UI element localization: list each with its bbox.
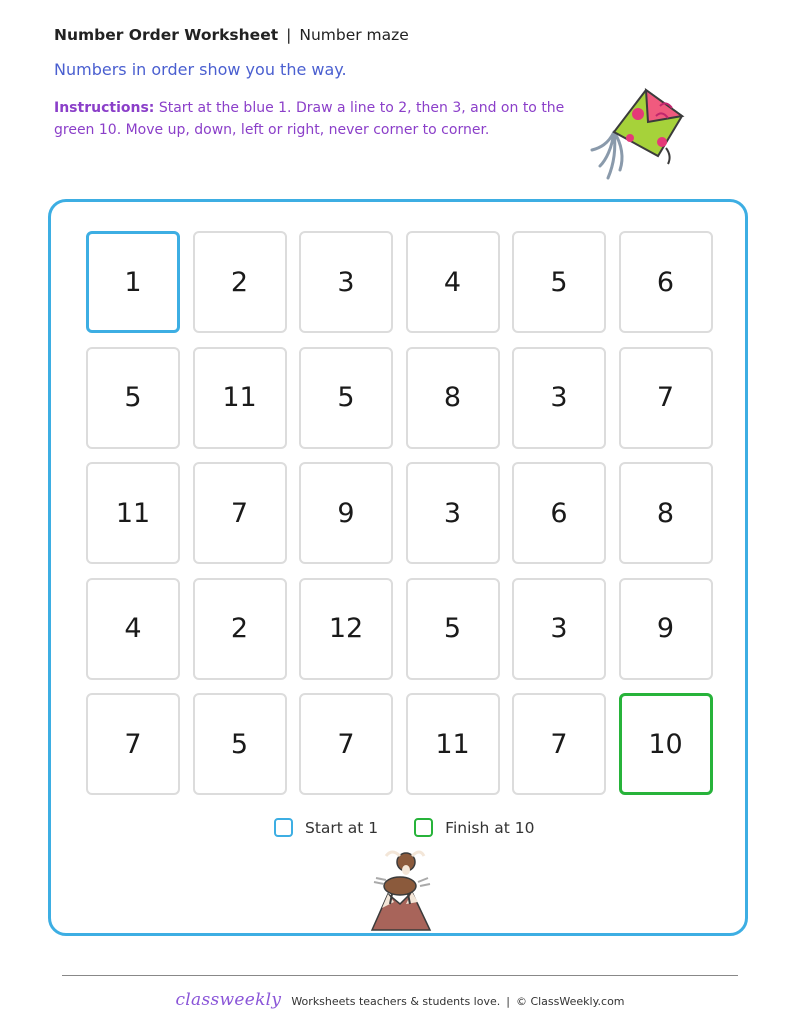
- worksheet-title: [54, 26, 409, 44]
- maze-cell: 8: [406, 347, 500, 449]
- footer-tagline: Worksheets teachers & students love.: [291, 995, 501, 1008]
- maze-cell: 7: [193, 462, 287, 564]
- footer-copyright: © ClassWeekly.com: [515, 995, 625, 1008]
- maze-cell: 11: [86, 462, 180, 564]
- worksheet-title-main: Number Order Worksheet: [54, 26, 279, 44]
- legend-finish: [414, 818, 534, 837]
- maze-cell: 2: [193, 578, 287, 680]
- maze-cell: 11: [193, 347, 287, 449]
- footer-divider: [62, 975, 738, 976]
- instructions-text: Start at the blue 1. Draw a line to 2, then 3, and on to the green 10. Move up, down, left or right, never corner to corner.: [54, 100, 565, 138]
- goat-on-rock-icon: [362, 848, 438, 932]
- maze-cell: 7: [512, 693, 606, 795]
- maze-cell: 9: [619, 578, 713, 680]
- legend-finish-swatch: [414, 818, 433, 837]
- maze-cell: 11: [406, 693, 500, 795]
- maze-cell: 8: [619, 462, 713, 564]
- maze-cell: 4: [86, 578, 180, 680]
- footer-brand-logo: classweekly: [175, 990, 282, 1010]
- worksheet-subtitle: Numbers in order show you the way.: [54, 60, 347, 79]
- maze-cell: 5: [406, 578, 500, 680]
- maze-cell: 9: [299, 462, 393, 564]
- legend-finish-label: Finish at 10: [445, 818, 535, 837]
- maze-cell: 5: [299, 347, 393, 449]
- maze-cell: 3: [406, 462, 500, 564]
- footer: [0, 990, 800, 1010]
- maze-grid: [86, 231, 713, 795]
- maze-legend: [274, 818, 534, 837]
- maze-cell: 12: [299, 578, 393, 680]
- maze-cell: 7: [86, 693, 180, 795]
- title-separator: |: [286, 26, 292, 44]
- maze-cell: 7: [299, 693, 393, 795]
- maze-cell: 3: [512, 347, 606, 449]
- maze-cell-finish: 10: [619, 693, 713, 795]
- legend-start-label: Start at 1: [305, 818, 379, 837]
- maze-cell: 3: [512, 578, 606, 680]
- maze-cell: 5: [512, 231, 606, 333]
- worksheet-title-suffix: Number maze: [299, 26, 409, 44]
- legend-start: [274, 818, 378, 837]
- maze-cell-start: 1: [86, 231, 180, 333]
- maze-cell: 4: [406, 231, 500, 333]
- instructions: [54, 97, 584, 141]
- maze-cell: 3: [299, 231, 393, 333]
- maze-cell: 6: [512, 462, 606, 564]
- maze-cell: 7: [619, 347, 713, 449]
- instructions-label: Instructions:: [54, 100, 155, 116]
- kite-icon: [586, 86, 686, 186]
- maze-cell: 2: [193, 231, 287, 333]
- legend-start-swatch: [274, 818, 293, 837]
- maze-cell: 5: [193, 693, 287, 795]
- footer-separator: |: [506, 995, 510, 1008]
- maze-cell: 5: [86, 347, 180, 449]
- maze-cell: 6: [619, 231, 713, 333]
